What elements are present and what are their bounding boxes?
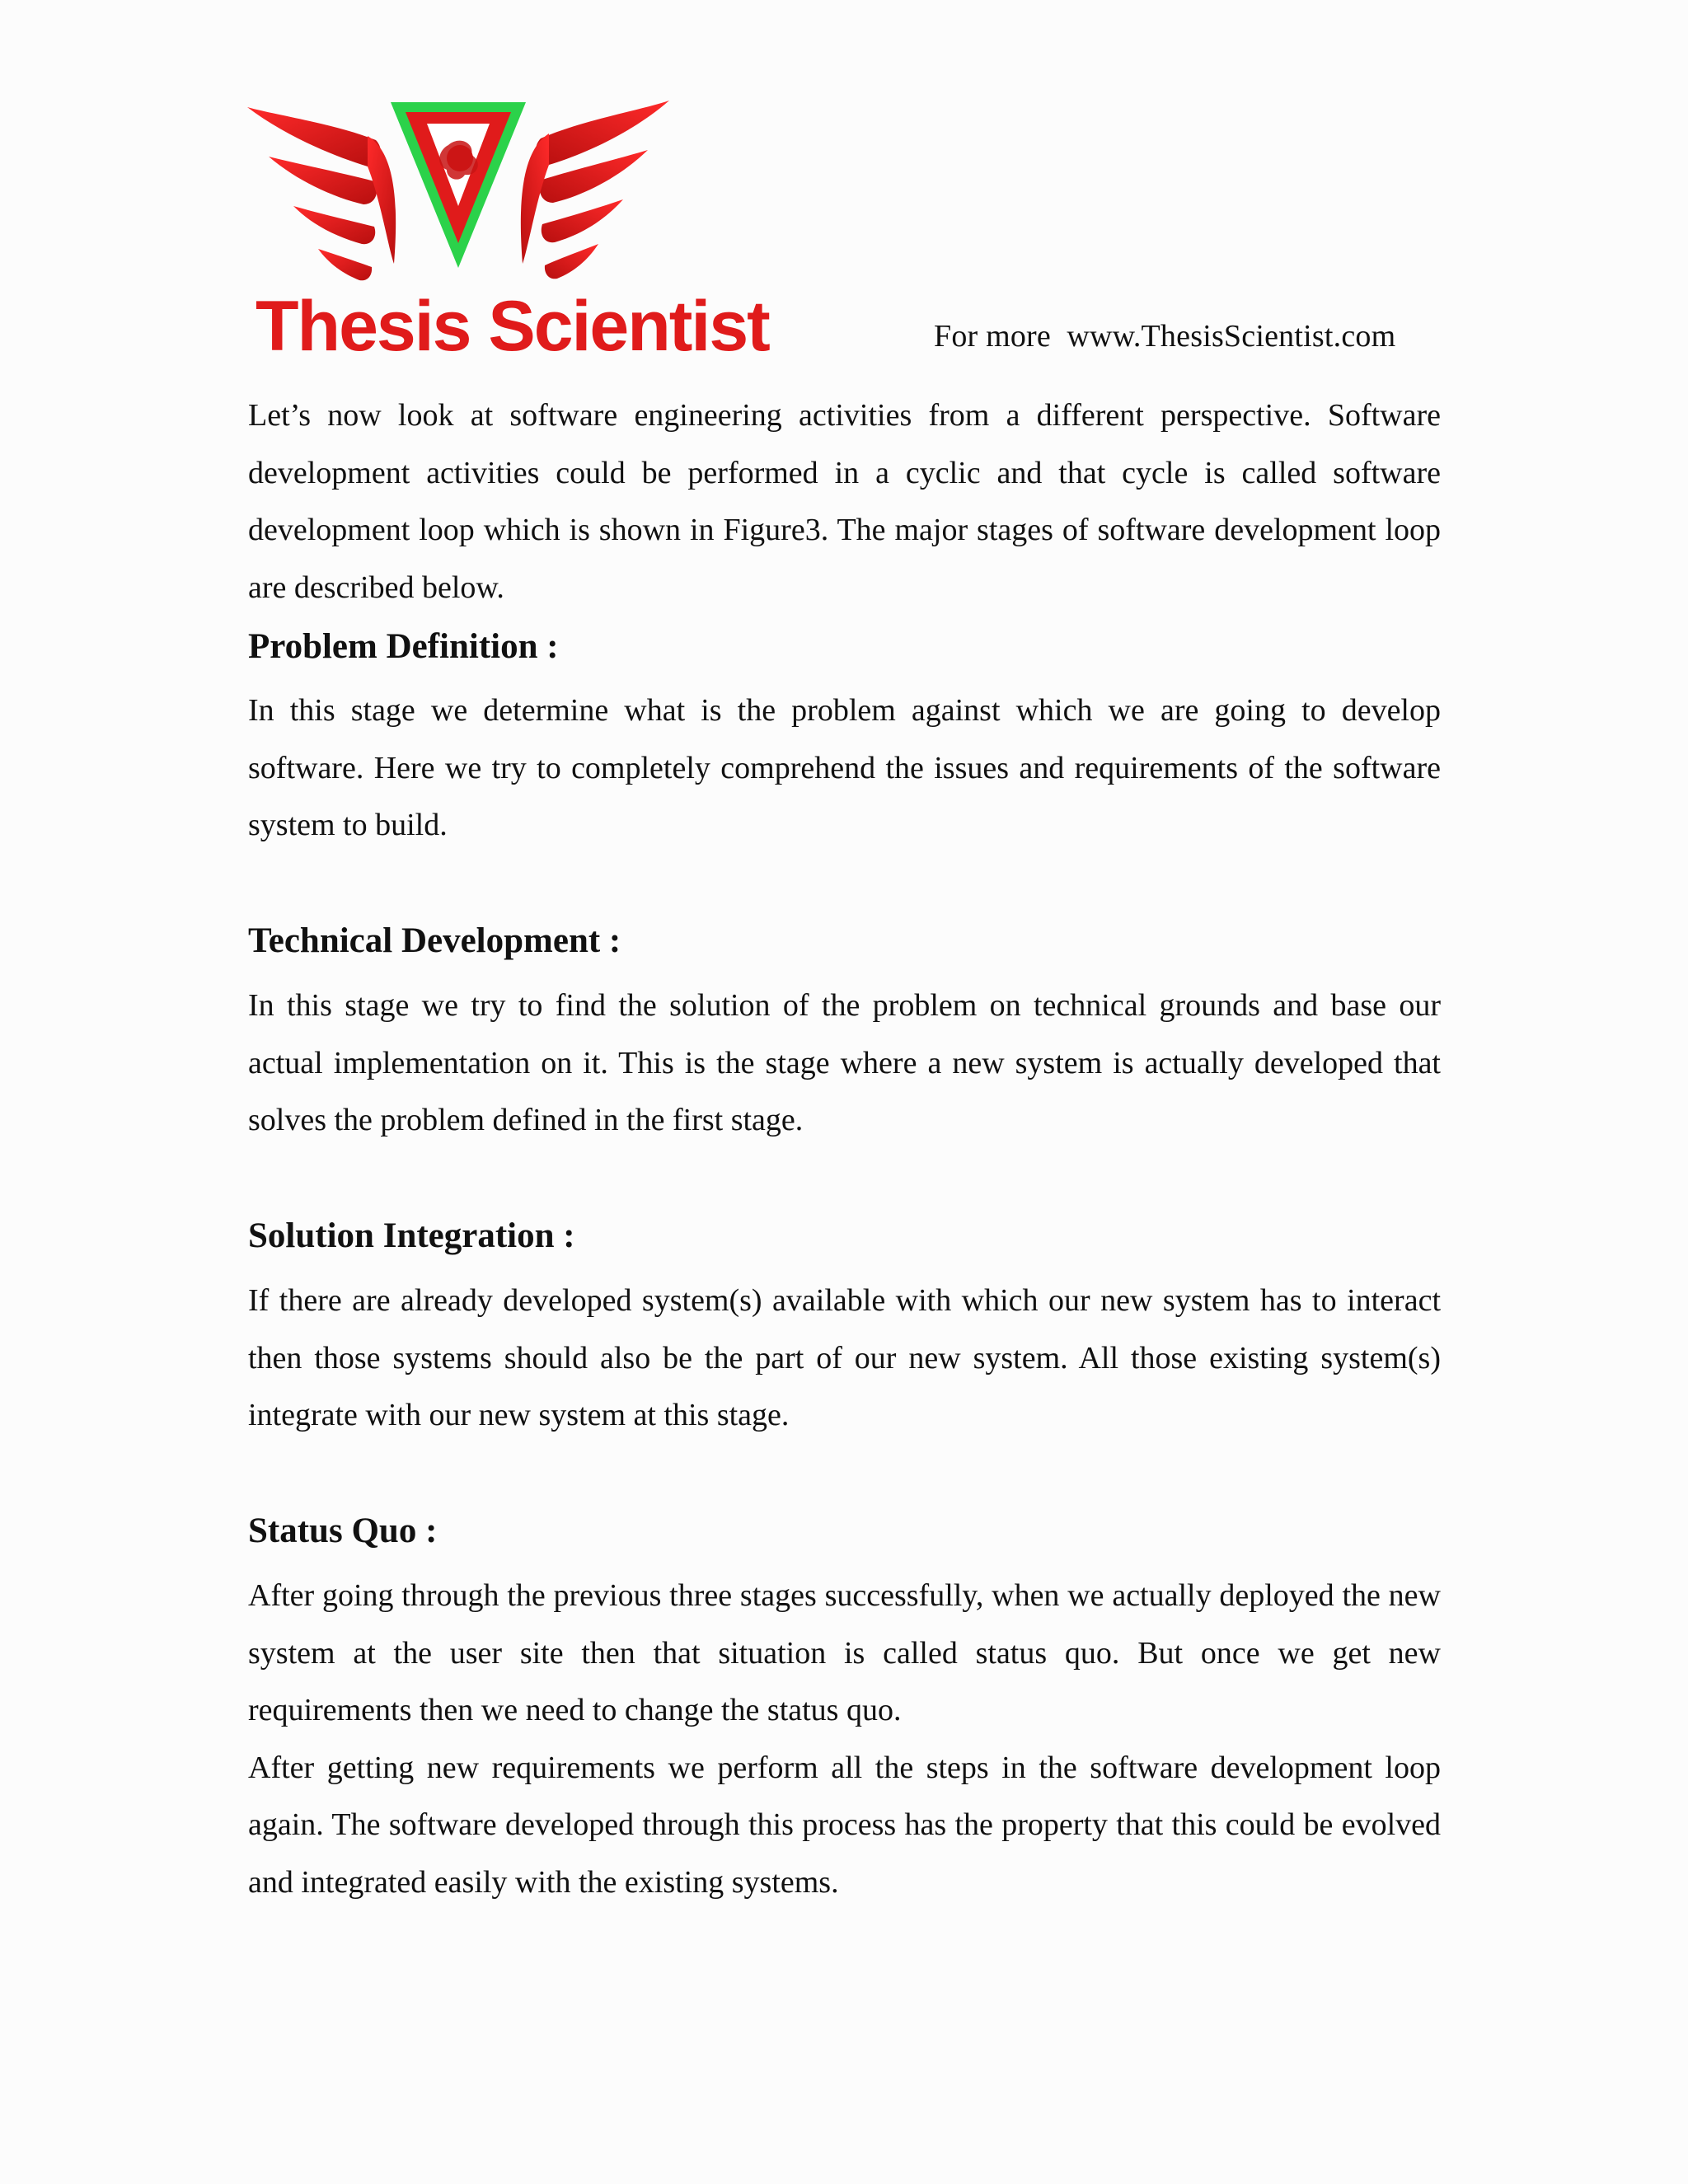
- header-website-link[interactable]: For more www.ThesisScientist.com: [934, 319, 1396, 354]
- section-paragraph: After going through the previous three stages successfully, when we actually deployed the new system at the user site then that situation is called status quo. But once we get new requirements then we need to change the status quo.: [248, 1578, 1441, 1727]
- section-body: [248, 1272, 1441, 1445]
- section-heading: Technical Development :: [248, 921, 621, 960]
- section-status-quo: [248, 1507, 1441, 1556]
- section-paragraph: After getting new requirements we perform all the steps in the software development loop again. The software developed through this process has the property that this could be evolved and integrated easily with the existing systems.: [248, 1750, 1441, 1900]
- intro-paragraph: Let’s now look at software engineering activities from a different perspective. Software development activities could be performed in a cyclic and that cycle is called software development loop which is shown in Figure3. The major stages of software development loop are described below.: [248, 398, 1441, 605]
- section-solution-integration: [248, 1212, 1441, 1261]
- section-paragraph: In this stage we try to find the solution of the problem on technical grounds and base our actual implementation on it. This is the stage where a new system is actually developed that solves the problem defined in the first stage.: [248, 988, 1441, 1137]
- section-problem-definition: [248, 622, 1441, 672]
- section-heading: Problem Definition :: [248, 627, 559, 666]
- logo-wordmark: Thesis Scientist: [256, 287, 769, 366]
- section-paragraph: In this stage we determine what is the problem against which we are going to develop software. Here we try to completely comprehend the issues and requirements of the software system to build.: [248, 693, 1441, 842]
- winged-triangle-emblem-icon: [244, 91, 769, 366]
- section-heading: Status Quo :: [248, 1511, 438, 1550]
- thesis-scientist-logo: [244, 91, 769, 366]
- section-body: [248, 977, 1441, 1150]
- section-body: [248, 1568, 1441, 1911]
- section-paragraph: If there are already developed system(s) available with which our new system has to interact then those systems should also be the part of our new system. All those existing system(s) integrate with our new system at this stage.: [248, 1283, 1441, 1432]
- intro-section: [248, 387, 1441, 616]
- section-technical-development: [248, 916, 1441, 966]
- section-heading: Solution Integration :: [248, 1216, 575, 1255]
- section-body: [248, 682, 1441, 855]
